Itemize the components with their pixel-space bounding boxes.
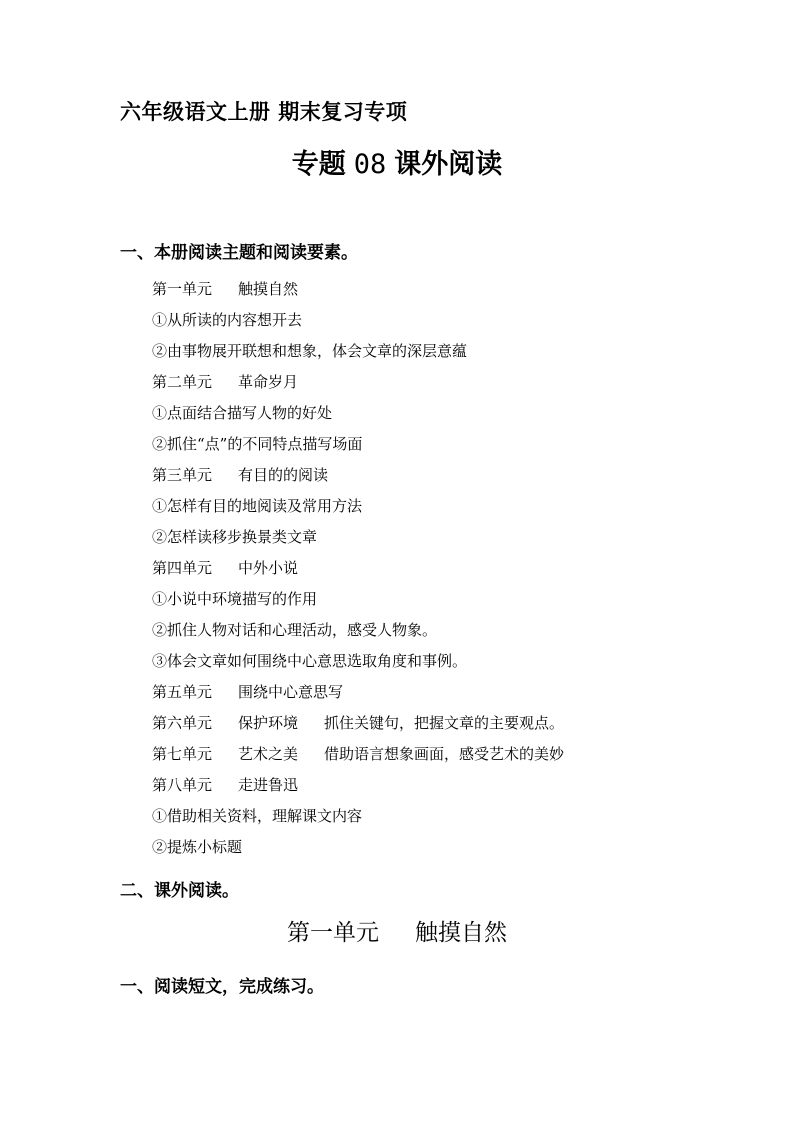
reading-themes-list	[152, 278, 752, 867]
list-item	[152, 495, 752, 526]
list-item-label: ①怎样有目的地阅读及常用方法	[152, 497, 363, 515]
list-item	[152, 650, 752, 681]
list-item-label: ①借助相关资料，理解课文内容	[152, 807, 363, 825]
list-item	[152, 557, 752, 588]
list-item	[152, 371, 752, 402]
list-item	[152, 526, 752, 557]
list-item-theme: 艺术之美	[238, 745, 299, 763]
title-topic: 课外阅读	[394, 149, 503, 180]
title-number: 08	[353, 149, 387, 180]
list-item-label: ③体会文章如何围绕中心意思选取角度和事例。	[152, 652, 468, 670]
list-item	[152, 309, 752, 340]
section-heading-extracurricular: 二、课外阅读。	[120, 881, 239, 901]
unit-theme: 触摸自然	[415, 920, 507, 946]
list-item	[152, 805, 752, 836]
list-item-label: ①小说中环境描写的作用	[152, 590, 318, 608]
section-heading-reading-themes: 一、本册阅读主题和阅读要素。	[120, 243, 358, 263]
title-prefix: 专题	[291, 149, 346, 180]
document-title	[0, 142, 794, 181]
list-item-theme: 革命岁月	[238, 373, 299, 391]
list-item	[152, 340, 752, 371]
list-item-detail: 抓住关键句，把握文章的主要观点。	[324, 714, 565, 732]
list-item	[152, 836, 752, 867]
list-item-label: 第一单元	[152, 280, 213, 298]
list-item	[152, 402, 752, 433]
list-item-label: 第七单元	[152, 745, 213, 763]
list-item-label: 第六单元	[152, 714, 213, 732]
list-item	[152, 743, 752, 774]
list-item	[152, 278, 752, 309]
list-item	[152, 712, 752, 743]
unit-title	[0, 914, 794, 947]
exercise-heading: 一、阅读短文，完成练习。	[120, 977, 324, 997]
list-item-label: ②抓住“点”的不同特点描写场面	[152, 435, 363, 453]
list-item-label: 第五单元	[152, 683, 213, 701]
list-item-label: ②怎样读移步换景类文章	[152, 528, 318, 546]
list-item	[152, 588, 752, 619]
list-item-label: ②由事物展开联想和想象，体会文章的深层意蕴	[152, 342, 468, 360]
list-item-label: ①点面结合描写人物的好处	[152, 404, 333, 422]
list-item	[152, 433, 752, 464]
list-item-label: 第二单元	[152, 373, 213, 391]
list-item-theme: 触摸自然	[238, 280, 299, 298]
list-item	[152, 619, 752, 650]
list-item-theme: 围绕中心意思写	[238, 683, 344, 701]
list-item	[152, 681, 752, 712]
list-item-detail: 借助语言想象画面，感受艺术的美妙	[324, 745, 565, 763]
list-item	[152, 464, 752, 495]
list-item-label: 第八单元	[152, 776, 213, 794]
list-item-theme: 走进鲁迅	[238, 776, 299, 794]
list-item-theme: 中外小说	[238, 559, 299, 577]
list-item-theme: 保护环境	[238, 714, 299, 732]
unit-name: 第一单元	[287, 920, 379, 946]
list-item-theme: 有目的的阅读	[238, 466, 329, 484]
list-item-label: ②提炼小标题	[152, 838, 243, 856]
list-item	[152, 774, 752, 805]
list-item-label: 第四单元	[152, 559, 213, 577]
document-subtitle: 六年级语文上册 期末复习专项	[120, 99, 408, 124]
list-item-label: ①从所读的内容想开去	[152, 311, 303, 329]
list-item-label: 第三单元	[152, 466, 213, 484]
list-item-label: ②抓住人物对话和心理活动，感受人物象。	[152, 621, 438, 639]
